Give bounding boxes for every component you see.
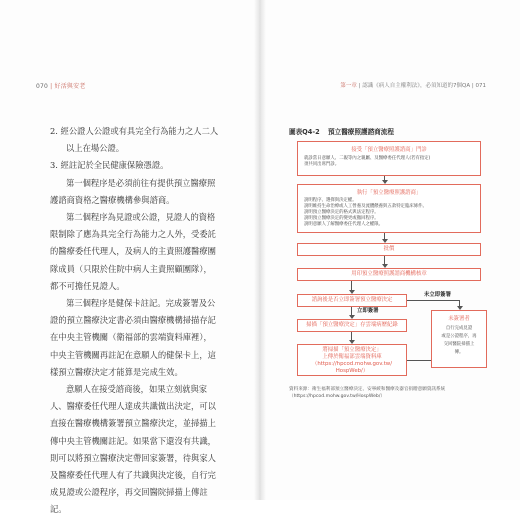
- flow-step-line: 說明程序、選擇與決定權。: [304, 198, 357, 203]
- flow-step-description: [304, 156, 474, 168]
- left-page-number: 070: [36, 83, 49, 90]
- source-line: （https://hpcod.mohw.gov.tw/HospWeb/）: [289, 394, 385, 400]
- header-divider: |: [471, 83, 476, 89]
- flow-step-line: （https://hpcod.mohw.gov.tw/: [311, 361, 393, 367]
- paragraph: 第一個程序是必須前往有提供預立醫療照護諮商資格之醫療機構參與諮商。: [50, 177, 216, 205]
- paragraph: 第三個程序是健保卡註記。完成簽署及公證的預立醫療決定書必須由醫療機構掃描存記在中央主管機關（衛福部的雲端資料庫裡），中央主管機關再註記在意願人的健保卡上，這樣預立醫療決定才能算是完成生效。: [50, 298, 216, 377]
- flow-step-line: 交回醫院掃描上: [443, 342, 475, 347]
- flow-arrow: [351, 281, 352, 290]
- list-item: 2. 經公證人公證或有具完全行為能力之人二人以上在場公證。: [50, 126, 219, 154]
- flow-step-billing: [297, 243, 481, 256]
- flow-step-not-signed: [431, 310, 487, 368]
- flow-step-title: 執行「預立醫療照護諮商」: [356, 190, 422, 196]
- figure-source: [289, 386, 489, 401]
- left-running-title: 好活與安老: [54, 83, 86, 90]
- flow-step-description: [436, 325, 482, 357]
- flow-step-line: 上傳於衛福部雲端資料庫: [322, 354, 382, 360]
- flow-step-title: 未簽署者: [448, 316, 470, 322]
- paragraph: 第二個程序為見證或公證，見證人的資格限制除了應為具完全行為能力之人外，受委託的醫療委任代理人，及病人的主責照護醫療團隊成員（只限於住院中病人主責照顧團隊），都不可擔任見證人。: [50, 212, 216, 291]
- not-signed-label: 未立即簽署: [424, 292, 451, 298]
- flow-step-line: 就診當日意願人、二親等內之親屬、及醫療委任代理人(若有指定): [304, 156, 431, 161]
- flow-step-title: 用印預立醫療照護諮商機構核章: [351, 271, 427, 277]
- flow-step-line: 或是公證程序，再: [441, 334, 477, 339]
- flow-step-title: 接受「預立醫療照護諮商」門診: [351, 147, 427, 153]
- flow-step-line: 傳。: [454, 350, 464, 355]
- flow-step-scan-record: [297, 319, 407, 332]
- flow-step-line: 說明意願人了解醫療委任代理人之權限。: [304, 222, 384, 227]
- figure-label: 圖表Q4-2: [289, 128, 320, 136]
- flow-step-line: HospWeb/）: [335, 368, 369, 374]
- figure-caption: 預立醫療照護諮商流程: [328, 128, 394, 136]
- flow-step-description: [304, 198, 474, 228]
- header-divider: |: [358, 83, 363, 89]
- flow-step-line: 說明維持生命治療或人工營養及流體餵養與五款特定臨床條件。: [304, 204, 427, 209]
- flow-arrow: [351, 307, 352, 315]
- flow-step-line: 說明預立醫療決定的格式與法定程序。: [304, 210, 379, 215]
- flow-step-institution-stamp: [297, 268, 481, 281]
- right-running-title: 認識《病人自主權利法》，必須知道的7個QA: [362, 83, 471, 89]
- flow-step-line: 將掃描「預立醫療決定」: [322, 347, 382, 353]
- flow-step-upload-cloud: [297, 344, 407, 376]
- flow-arrow: [384, 233, 385, 239]
- flow-step-title: 批價: [383, 246, 395, 252]
- flow-connector: [407, 360, 431, 361]
- signed-label: 立即簽署: [357, 308, 379, 314]
- right-page-number: 071: [475, 83, 486, 89]
- flow-step-line: 須共同出席門診。: [304, 162, 340, 167]
- flow-step-line: 自行完成見證: [445, 326, 473, 331]
- right-chapter: 第一章: [340, 83, 357, 89]
- list-item: 3. 經註記於全民健康保險憑證。: [50, 160, 169, 171]
- flow-arrow: [351, 332, 352, 340]
- flow-step-consult-clinic: [297, 141, 481, 176]
- flow-connector: [407, 300, 459, 301]
- flow-step-title: 諮詢後是否立即簽署預立醫療決定: [311, 297, 393, 303]
- flow-arrow: [459, 300, 460, 306]
- flow-step-sign-decision: [297, 294, 407, 307]
- flow-step-conduct-consultation: [297, 184, 481, 233]
- flow-step-title: 掃描「預立醫療決定」存雲端病歷紀錄: [306, 322, 398, 328]
- paragraph: 意願人在接受諮商後，如果立刻就與家人、醫療委任代理人達成共識做出決定，可以直接在醫療機構簽署預立醫療決定，並掃描上傳中央主管機關註記。如果當下還沒有共識，則可以將預立醫療決定帶回家簽署，待與家人及醫療委任代理人有了共識與決定後，自行完成見證或公證程序，再交回醫院掃描上傳註記。: [50, 384, 216, 515]
- flow-arrow: [384, 176, 385, 180]
- flow-arrow: [384, 256, 385, 264]
- source-line: 資料來源：衛生福利部預立醫療決定、安寧緩和醫療及器官捐贈意願資訊系統: [289, 387, 446, 392]
- header-divider: |: [50, 83, 55, 90]
- flow-step-line: 說明預立醫療決定的變更或撤回程序。: [304, 216, 379, 221]
